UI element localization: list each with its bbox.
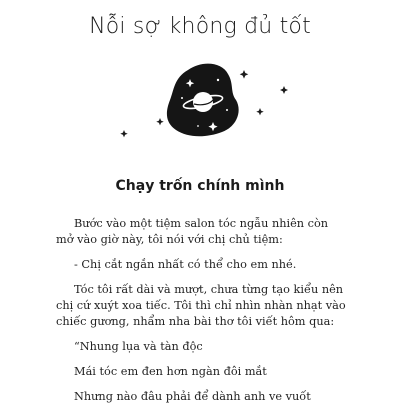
section-heading: Chạy trốn chính mình: [115, 178, 285, 194]
paragraph: - Chị cắt ngắn nhất có thể cho em nhé.: [74, 258, 297, 271]
paragraph: Bước vào một tiệm salon tóc ngẫu nhiên còn mở vào giờ này, tôi nói với chị chủ tiệm:: [56, 217, 329, 246]
paragraph: Tóc tôi rất dài và mượt, chưa từng tạo kiểu nên chị cứ xuýt xoa tiếc. Tôi thì chỉ nhìn nhàn nhạt vào chiếc gương, nhẩm nha bài thơ tôi viết hôm qua:: [56, 283, 346, 328]
poem-line: Nhưng nào đâu phải để dành anh ve vuốt: [74, 390, 311, 403]
poem-line: Mái tóc em đen hơn ngàn đôi mắt: [74, 365, 267, 378]
planet-blob-illustration: [110, 52, 300, 152]
chapter-title: Nỗi sợ không đủ tốt: [89, 14, 311, 39]
poem-line: “Nhung lụa và tàn độc: [74, 340, 203, 353]
body-text: [56, 216, 346, 414]
